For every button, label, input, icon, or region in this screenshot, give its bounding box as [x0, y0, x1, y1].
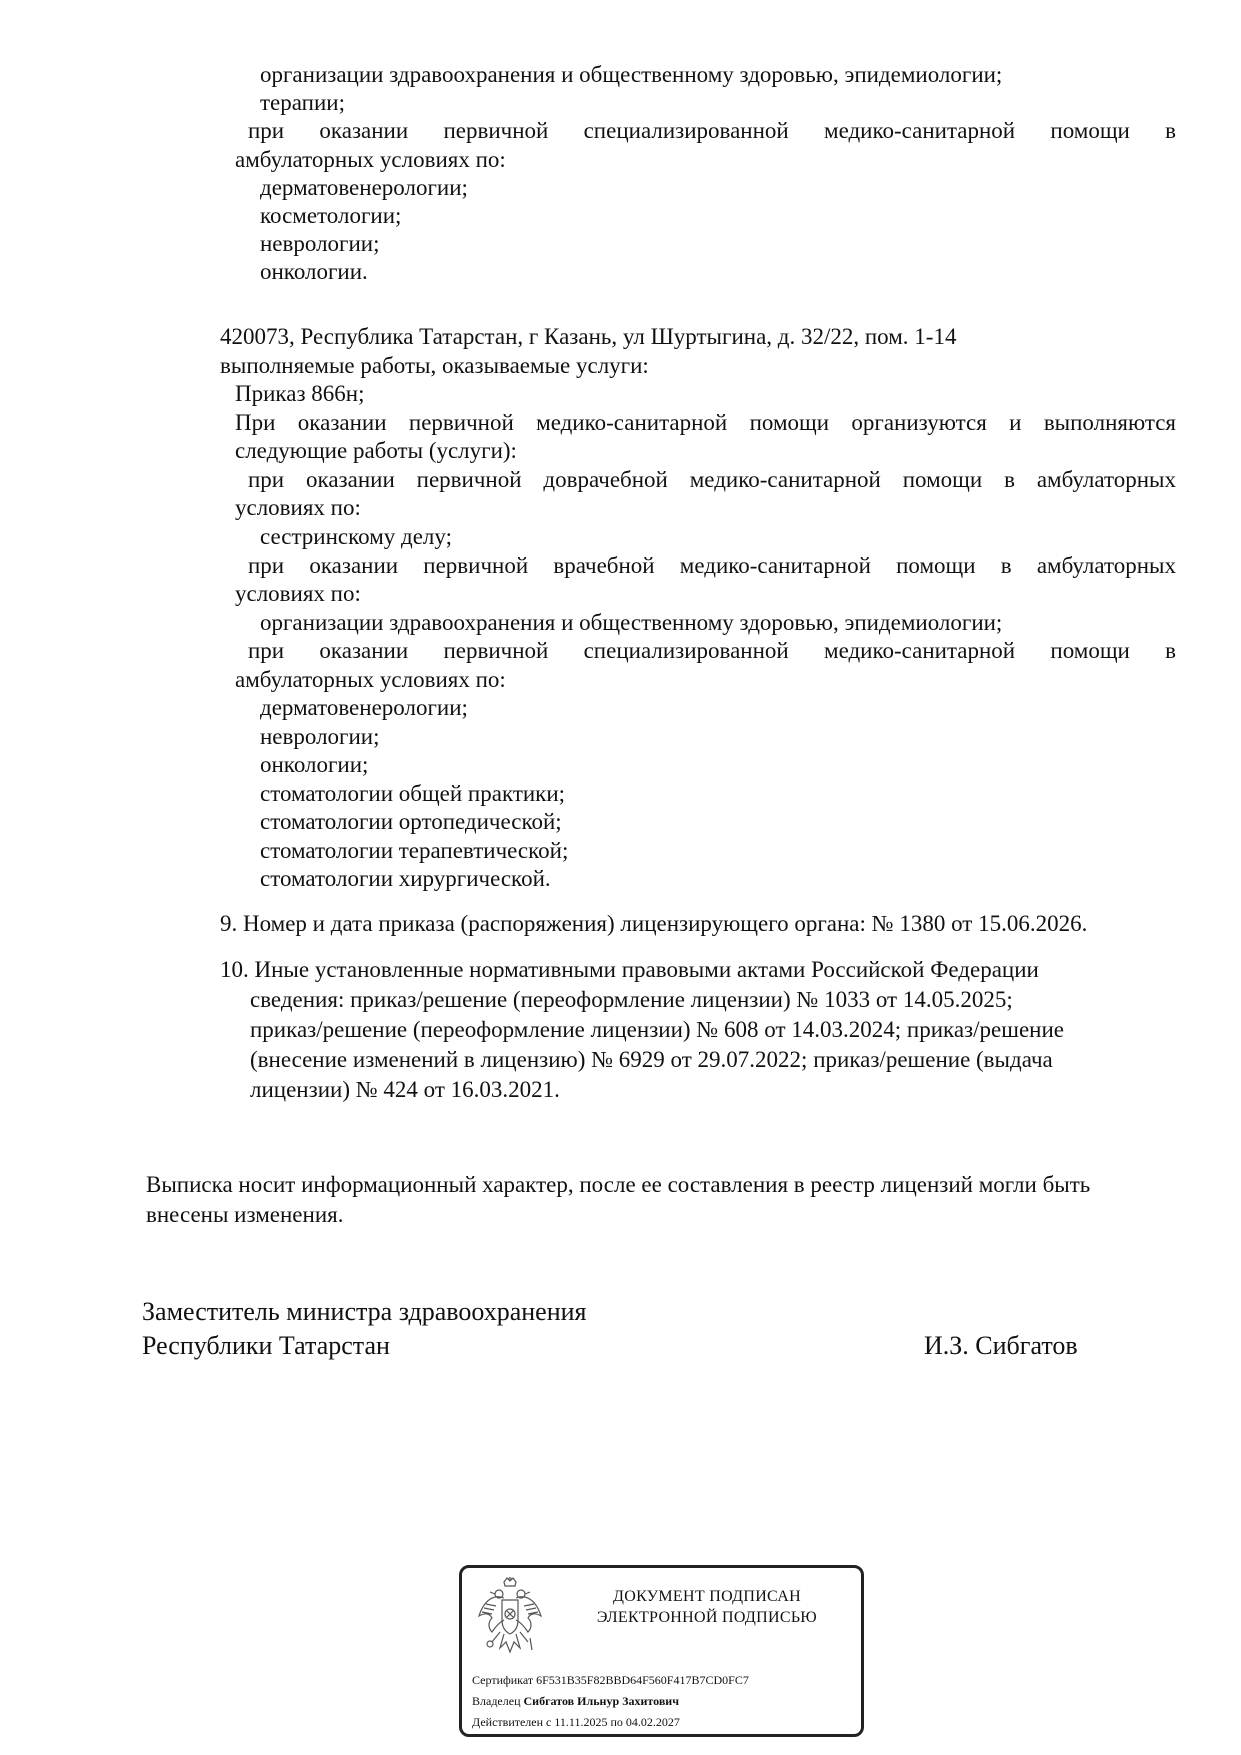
text-line: выполняемые работы, оказываемые услуги: [220, 353, 649, 378]
electronic-signature-stamp [459, 1565, 864, 1737]
text-line: стоматологии общей практики; [260, 781, 566, 806]
stamp-title [562, 1586, 852, 1628]
address-line: 420073, Республика Татарстан, г Казань, ул Шуртыгина, д. 32/22, пом. 1-14 [220, 324, 957, 349]
text-line: сестринскому делу; [260, 524, 452, 549]
notice-line: Выписка носит информационный характер, после ее составления в реестр лицензий могли быть [146, 1172, 1091, 1197]
text-line: при оказании первичной врачебной медико-санитарной помощи в амбулаторных [248, 553, 1176, 578]
text-line: онкологии. [260, 259, 368, 284]
text-line: дерматовенерологии; [260, 695, 468, 720]
text-line: организации здравоохранения и общественному здоровью, эпидемиологии; [260, 62, 1003, 87]
signer-title: Республики Татарстан [142, 1331, 390, 1360]
text-line: онкологии; [260, 752, 369, 777]
owner-value: Сибгатов Ильнур Захитович [523, 1694, 679, 1708]
text-line: условиях по: [235, 581, 361, 606]
stamp-title-line: ДОКУМЕНТ ПОДПИСАН [613, 1588, 801, 1605]
text-line: стоматологии хирургической. [260, 866, 551, 891]
item-9: 9. Номер и дата приказа (распоряжения) лицензирующего органа: № 1380 от 15.06.2026. [220, 911, 1088, 936]
certificate-label: Сертификат [472, 1673, 534, 1687]
item-10-line: (внесение изменений в лицензию) № 6929 от 29.07.2022; приказ/решение (выдача [250, 1047, 1053, 1072]
text-line: амбулаторных условиях по: [235, 147, 506, 172]
text-line: условиях по: [235, 495, 361, 520]
text-line: неврологии; [260, 231, 380, 256]
signer-name: И.З. Сибгатов [924, 1331, 1078, 1360]
text-line: дерматовенерологии; [260, 175, 468, 200]
text-line: амбулаторных условиях по: [235, 667, 506, 692]
signer-title: Заместитель министра здравоохранения [142, 1297, 587, 1326]
item-10-line: приказ/решение (переоформление лицензии) № 608 от 14.03.2024; приказ/решение [250, 1017, 1064, 1042]
text-line: следующие работы (услуги): [235, 438, 517, 463]
text-line: Приказ 866н; [235, 381, 365, 406]
validity-line: Действителен с 11.11.2025 по 04.02.2027 [472, 1715, 680, 1729]
stamp-title-line: ЭЛЕКТРОННОЙ ПОДПИСЬЮ [596, 1609, 818, 1626]
text-line: стоматологии терапевтической; [260, 838, 569, 863]
notice-line: внесены изменения. [146, 1202, 344, 1227]
item-10-line: лицензии) № 424 от 16.03.2021. [250, 1077, 560, 1102]
text-line: стоматологии ортопедической; [260, 809, 562, 834]
double-headed-eagle-emblem-icon [474, 1576, 546, 1658]
certificate-line [472, 1672, 749, 1688]
text-line: при оказании первичной специализированной медико-санитарной помощи в [248, 118, 1176, 143]
owner-label: Владелец [472, 1694, 521, 1708]
text-line: при оказании первичной доврачебной медико-санитарной помощи в амбулаторных [248, 467, 1176, 492]
text-line: при оказании первичной специализированной медико-санитарной помощи в [248, 638, 1176, 663]
text-line: терапии; [260, 90, 345, 115]
item-10-line: сведения: приказ/решение (переоформление лицензии) № 1033 от 14.05.2025; [250, 987, 1013, 1012]
certificate-value: 6F531B35F82BBD64F560F417B7CD0FC7 [536, 1673, 749, 1687]
item-10-line: 10. Иные установленные нормативными правовыми актами Российской Федерации [220, 957, 1039, 982]
text-line: организации здравоохранения и общественному здоровью, эпидемиологии; [260, 610, 1003, 635]
text-line: неврологии; [260, 724, 380, 749]
text-line: косметологии; [260, 203, 402, 228]
owner-line [472, 1693, 679, 1709]
text-line: При оказании первичной медико-санитарной помощи организуются и выполняются [235, 410, 1176, 435]
